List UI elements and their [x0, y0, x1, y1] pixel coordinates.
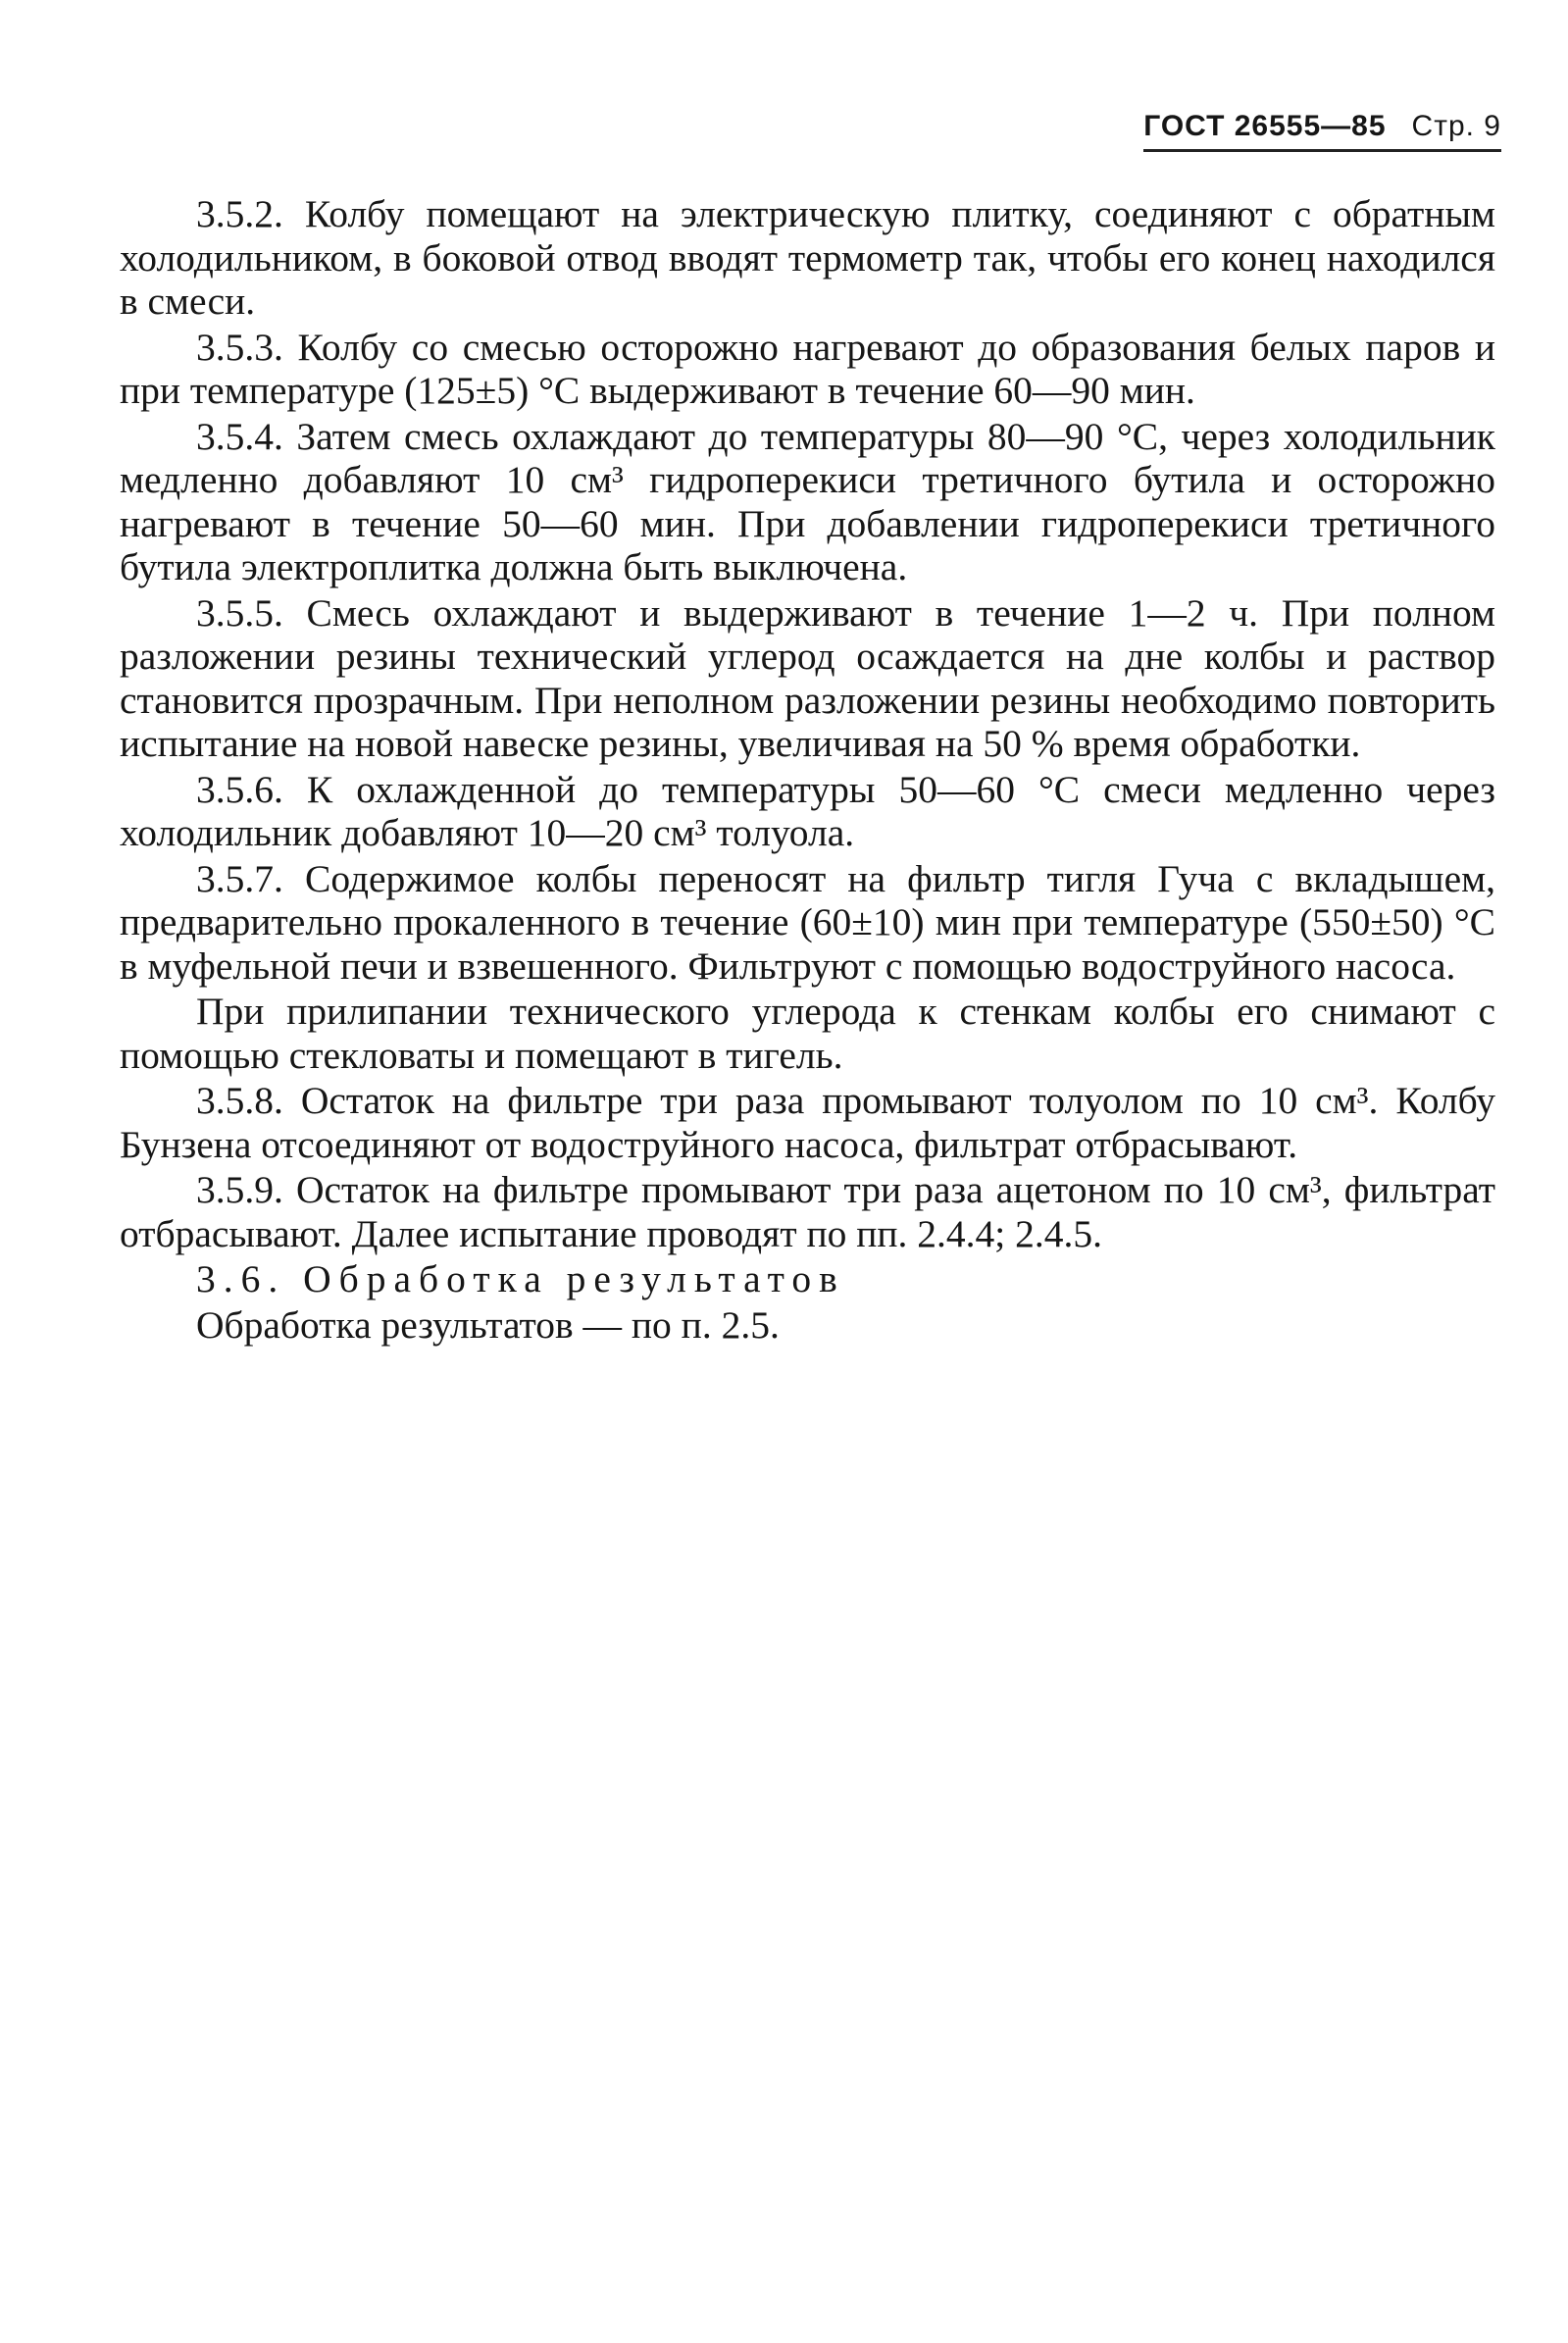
paragraph-3-5-2: 3.5.2. Колбу помещают на электрическую плитку, соединяют с обратным холодильником, в боковой отвод вводят термометр так, чтобы его конец находился в смеси. [120, 192, 1495, 323]
paragraph-3-5-5: 3.5.5. Смесь охлаждают и выдерживают в течение 1—2 ч. При полном разложении резины технический углерод осаждается на дне колбы и раствор становится прозрачным. При неполном разложении резины необходимо повторить испытание на новой навеске резины, увеличивая на 50 % время обработки. [120, 590, 1495, 765]
paragraph-3-5-9: 3.5.9. Остаток на фильтре промывают три раза ацетоном по 10 см³, фильтрат отбрасывают. Далее испытание проводят по пп. 2.4.4; 2.4.5. [120, 1168, 1495, 1255]
section-title: 3.6. Обработка результатов [196, 1257, 845, 1300]
document-body [120, 192, 1495, 1349]
paragraph-3-5-6: 3.5.6. К охлажденной до температуры 50—60 °С смеси медленно через холодильник добавляют 10—20 см³ толуола. [120, 767, 1495, 854]
paragraph-3-5-3: 3.5.3. Колбу со смесью осторожно нагревают до образования белых паров и при температуре (125±5) °С выдерживают в течение 60—90 мин. [120, 325, 1495, 412]
section-text: Обработка результатов — по п. 2.5. [196, 1302, 780, 1347]
paragraph-3-5-7: 3.5.7. Содержимое колбы переносят на фильтр тигля Гуча с вкладышем, предварительно прокаленного в течение (60±10) мин при температуре (550±50) °С в муфельной печи и взвешенного. Фильтруют с помощью водоструйного насоса. [120, 856, 1495, 988]
page-header [1143, 110, 1501, 152]
paragraph-note: При прилипании технического углерода к стенкам колбы его снимают с помощью стекловаты и помещают в тигель. [120, 990, 1495, 1077]
standard-number: ГОСТ 26555—85 [1143, 110, 1387, 142]
paragraph-3-5-4: 3.5.4. Затем смесь охлаждают до температуры 80—90 °С, через холодильник медленно добавляют 10 см³ гидроперекиси третичного бутила и осторожно нагревают в течение 50—60 мин. При добавлении гидроперекиси третичного бутила электроплитка должна быть выключена. [120, 414, 1495, 588]
page-number: Стр. 9 [1411, 110, 1501, 142]
paragraph-3-5-8: 3.5.8. Остаток на фильтре три раза промывают толуолом по 10 см³. Колбу Бунзена отсоединяют от водоструйного насоса, фильтрат отбрасывают. [120, 1079, 1495, 1166]
